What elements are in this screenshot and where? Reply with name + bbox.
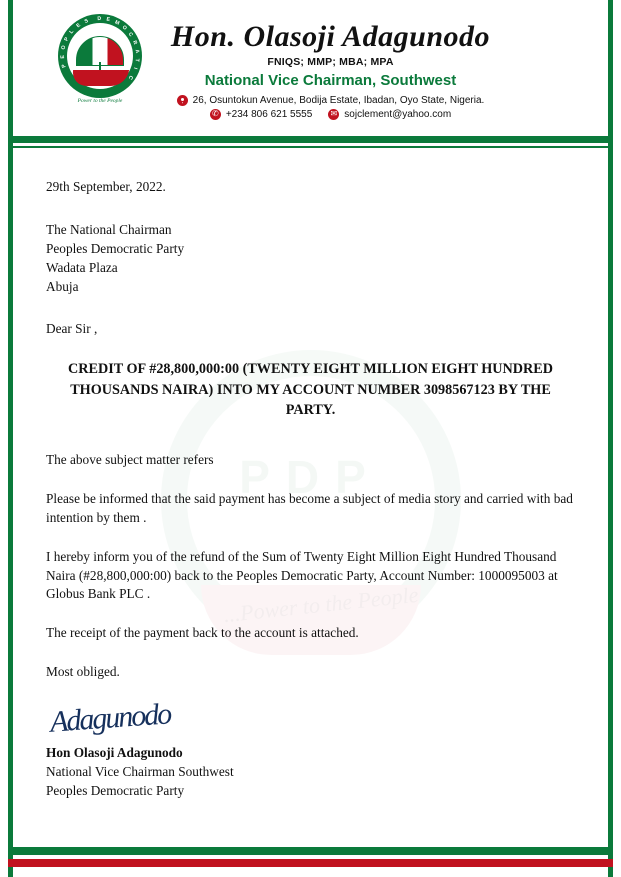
paragraph-3: I hereby inform you of the refund of the Sum of Twenty Eight Million Eight Hundred Thousand Naira (#28,800,000:00) back to the Peoples Democratic Party, Account Number: 1000095003 at Globus Bank PLC . xyxy=(46,548,558,602)
recipient-line-4: Abuja xyxy=(46,278,79,294)
letter-body xyxy=(0,148,621,801)
paragraph-4: The receipt of the payment back to the account is attached. xyxy=(46,625,359,641)
signatory-organization: Peoples Democratic Party xyxy=(46,782,185,798)
letterhead-contacts-line xyxy=(66,109,595,120)
signatory-title: National Vice Chairman Southwest xyxy=(46,763,234,779)
letterhead-address-line xyxy=(66,95,595,106)
letterhead-address-text: 26, Osuntokun Avenue, Bodija Estate, Ibadan, Oyo State, Nigeria. xyxy=(192,95,485,106)
mail-icon xyxy=(328,109,339,120)
letterhead-qualifications: FNIQS; MMP; MBA; MPA xyxy=(267,56,394,68)
letterhead-phone-text: +234 806 621 5555 xyxy=(225,109,313,120)
footer-rule-green xyxy=(8,847,613,855)
pdp-logo xyxy=(58,14,144,106)
recipient-line-1: The National Chairman xyxy=(46,221,172,237)
header-rule-thick xyxy=(8,136,613,143)
paragraph-5: Most obliged. xyxy=(46,664,120,680)
handwritten-signature: Adagunodo xyxy=(48,697,172,739)
location-pin-icon xyxy=(177,95,188,106)
phone-icon xyxy=(210,109,221,120)
letterhead-phone xyxy=(210,109,312,120)
letter-subject: CREDIT OF #28,800,000:00 (TWENTY EIGHT MILLION EIGHT HUNDRED THOUSANDS NAIRA) INTO MY ACCOUNT NUMBER 3098567123 BY THE PARTY. xyxy=(68,361,553,419)
watermark-text: PDP xyxy=(239,451,382,503)
recipient-line-3: Wadata Plaza xyxy=(46,259,118,275)
recipient-line-2: Peoples Democratic Party xyxy=(46,240,185,256)
letterhead xyxy=(0,0,621,130)
salutation: Dear Sir , xyxy=(46,321,98,337)
paragraph-1: The above subject matter refers xyxy=(46,452,214,468)
signatory-name: Hon Olasoji Adagunodo xyxy=(46,745,183,761)
letter-date: 29th September, 2022. xyxy=(46,179,166,194)
footer-rule-red xyxy=(8,859,613,867)
paragraph-2: Please be informed that the said payment has become a subject of media story and carried with bad intention by them . xyxy=(46,490,573,525)
watermark-motto: ...Power to the People xyxy=(221,581,419,628)
logo-motto: Power to the People xyxy=(77,98,123,104)
letterhead-email-text: sojclement@yahoo.com xyxy=(344,109,452,120)
recipient-address xyxy=(46,221,575,297)
letterhead-email xyxy=(328,109,451,120)
letterhead-role: National Vice Chairman, Southwest xyxy=(204,72,457,89)
footer xyxy=(0,847,621,877)
letterhead-name: Hon. Olasoji Adagunodo xyxy=(170,20,491,53)
logo-ring-text: P E O P L E S D E M O C R A T I C xyxy=(59,15,141,81)
